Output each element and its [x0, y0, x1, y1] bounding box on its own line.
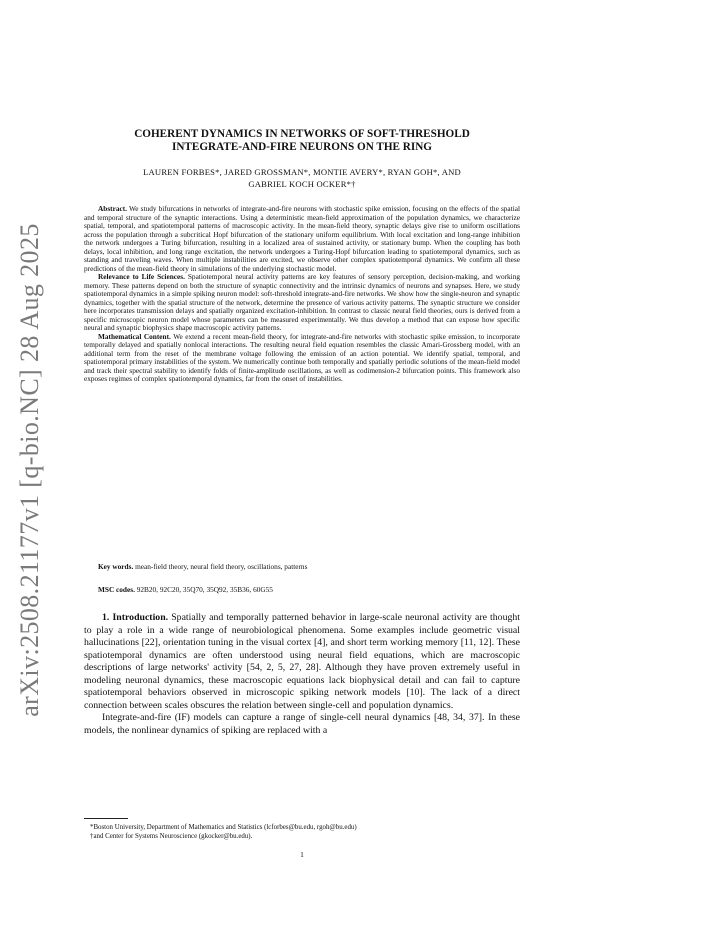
- authors-line-1: LAUREN FORBES*, JARED GROSSMAN*, MONTIE AVERY*, RYAN GOH*, AND: [143, 167, 461, 177]
- keywords-label: Key words.: [98, 562, 134, 571]
- arxiv-id-text: arXiv:2508.21177v1 [q-bio.NC] 28 Aug 2025: [15, 223, 44, 717]
- authors-line-2: GABRIEL KOCH OCKER*†: [248, 179, 356, 189]
- footnote-center: †and Center for Systems Neuroscience (gkocker@bu.edu).: [90, 833, 253, 840]
- relevance-text: Spatiotemporal neural activity patterns are key features of sensory perception, decision-making, and working memory. These patterns depend on both the structure of synaptic connectivity and the intrinsic dynamics of neurons and synapses. Here, we study spatiotemporal dynamics in a simple spiking neuron model: soft-threshold integrate-and-fire networks. We show how the single-neuron and synaptic dynamics, together with the spatial structure of the network, determine the presence of various activity patterns. The synaptic structure we consider here incorporates transmission delays and spatially organized excitation-inhibition. In contrast to classic neural field theories, ours is derived from a specific microscopic neuron model whose parameters can be measured experimentally. We thus develop a method that can expose how specific neural and synaptic biophysics shape macroscopic activity patterns.: [84, 272, 521, 332]
- relevance-label: Relevance to Life Sciences.: [98, 272, 185, 281]
- math-content-label: Mathematical Content.: [98, 331, 171, 341]
- keywords-text: mean-field theory, neural field theory, oscillations, patterns: [135, 562, 308, 571]
- abstract-text: We study bifurcations in networks of integrate-and-fire neurons with stochastic spike emission, focusing on the effects of the spatial and temporal structure of the synaptic interactions. Using a deterministic mean-field approximation of the population dynamics, we characterize spatial, temporal, and spatiotemporal patterns of macroscopic activity. In the mean-field theory, synaptic delays give rise to uniform oscillations across the population through a subcritical Hopf bifurcation of the stationary uniform equilibrium. With local excitation and long-range inhibition the network undergoes a Turing bifurcation, resulting in a localized area of sustained activity, or stationary bump. When the coupling has both delays, local inhibition, and long range excitation, the network undergoes a Turing-Hopf bifurcation leading to spatiotemporal dynamics, such as standing and traveling waves. When multiple instabilities are excited, we observe other complex spatiotemporal dynamics. We confirm all these predictions of the mean-field theory in simulations of the underlying stochastic model.: [84, 204, 520, 273]
- intro-paragraph-2: Integrate-and-fire (IF) models can capture a range of single-cell neural dynamics [48, 34, 37]. In these models, the nonlinear dynamics of spiking are replaced with a: [84, 712, 520, 736]
- intro-paragraph-1: [84, 612, 520, 712]
- abstract-paragraph: [84, 205, 520, 273]
- abstract-label: Abstract.: [98, 204, 127, 213]
- footnotes: [84, 823, 520, 841]
- msc-label: MSC codes.: [98, 585, 135, 594]
- relevance-paragraph: [84, 273, 520, 333]
- author-list: [84, 166, 520, 190]
- title-line-2: INTEGRATE-AND-FIRE NEURONS ON THE RING: [171, 141, 433, 153]
- msc-codes-line: [84, 585, 520, 594]
- title-line-1: COHERENT DYNAMICS IN NETWORKS OF SOFT-THRESHOLD: [134, 128, 470, 140]
- abstract-section: [84, 205, 520, 384]
- footnote-affiliation: *Boston University, Department of Mathematics and Statistics (lcforbes@bu.edu, rgoh@bu.edu): [90, 824, 357, 831]
- footnote-rule: [84, 818, 128, 819]
- paper-title: [84, 128, 520, 154]
- keywords-line: [84, 562, 520, 571]
- introduction-section: [84, 612, 520, 737]
- intro-text-1: Spatially and temporally patterned behavior in large-scale neuronal activity are thought to play a role in a wide range of neurobiological phenomena. Some examples include geometric visual hallucinations [22], orientation tuning in the visual cortex [4], and short term working memory [11, 12]. These spatiotemporal dynamics are often understood using neural field equations, which are macroscopic descriptions of large networks' activity [54, 2, 5, 27, 28]. Although they have proven extremely useful in modeling neuronal dynamics, these macroscopic equations lack biophysical detail and can fail to capture spatiotemporal behaviors observed in microscopic spiking network models [10]. The lack of a direct connection between scales obscures the relation between single-cell and population dynamics.: [84, 612, 520, 711]
- intro-heading: 1. Introduction.: [102, 612, 169, 623]
- msc-text: 92B20, 92C20, 35Q70, 35Q92, 35B36, 60G55: [136, 585, 273, 594]
- math-content-paragraph: [84, 333, 520, 384]
- arxiv-identifier-sidebar: [4, 223, 56, 717]
- math-content-text: We extend a recent mean-field theory, for integrate-and-fire networks with stochastic spike emission, to incorporate temporally delayed and spatially nonlocal interactions. The resulting neural field equation resembles the classic Amari-Grossberg model, with an additional term from the reset of the membrane voltage following the emission of an action potential. We identify spatial, temporal, and spatiotemporal primary instabilities of the system. We numerically continue both temporally and spatially periodic solutions of the mean-field model and track their spectral stability to identify folds of finite-amplitude oscillations, as well as codimension-2 bifurcation points. This framework also exposes regimes of complex spatiotemporal dynamics, far from the onset of instabilities.: [84, 331, 520, 383]
- page-number: 1: [300, 850, 304, 859]
